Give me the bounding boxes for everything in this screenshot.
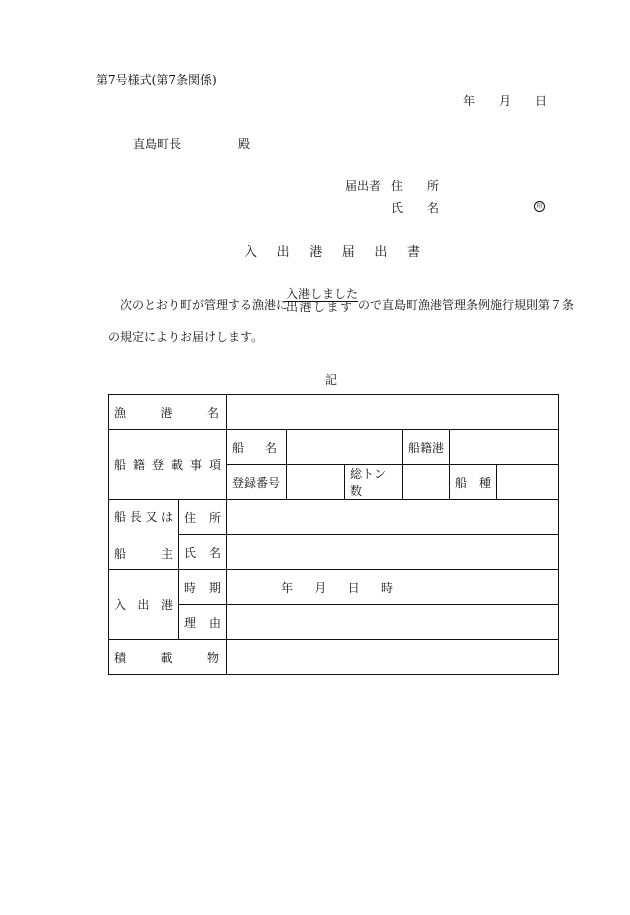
date-month: 月 — [498, 94, 511, 108]
addressee-title: 直島町長 — [133, 137, 182, 151]
field-reg-number[interactable] — [287, 465, 345, 500]
notifier-address-label: 住 所 — [391, 179, 439, 193]
date-line — [463, 92, 547, 109]
field-ship-type[interactable] — [497, 465, 559, 500]
field-gross-tonnage[interactable] — [403, 465, 450, 500]
row-ship-name — [109, 430, 559, 465]
label-ship-name: 船 名 — [227, 430, 287, 465]
label-home-port: 船籍港 — [403, 430, 450, 465]
option-exiting: 出港します — [286, 300, 354, 314]
form-number: 第7号様式(第7条関係) — [96, 73, 217, 87]
row-time — [109, 570, 559, 605]
notifier-name-label: 氏 名 — [391, 201, 439, 215]
row-captain-address — [109, 500, 559, 535]
field-reason[interactable] — [227, 605, 559, 640]
row-cargo — [109, 640, 559, 675]
seal-mark: 印 — [534, 201, 545, 212]
field-ship-name[interactable] — [287, 430, 403, 465]
label-name: 氏 名 — [179, 535, 227, 570]
label-ship-registry: 船 籍 登 載 事 項 — [109, 430, 227, 500]
body-line2: の規定によりお届けします。 — [108, 330, 264, 344]
notifier-label: 届出者 — [345, 179, 382, 193]
label-gross-tonnage: 総トン数 — [345, 465, 403, 500]
entry-exit-choice — [286, 288, 358, 314]
ki-heading: 記 — [325, 373, 338, 387]
label-entry-exit: 入 出 港 — [109, 570, 179, 640]
doc-title: 入 出 港 届 出 書 — [244, 245, 420, 260]
label-captain-owner: 船 長 又 は 船 主 — [109, 500, 179, 570]
field-fishing-port[interactable] — [227, 395, 559, 430]
label-address: 住 所 — [179, 500, 227, 535]
label-time: 時 期 — [179, 570, 227, 605]
label-cargo: 積 載 物 — [109, 640, 227, 675]
time-hour: 時 — [381, 580, 394, 595]
field-name[interactable] — [227, 535, 559, 570]
label-fishing-port: 漁 港 名 — [109, 395, 227, 430]
time-month: 月 — [314, 580, 327, 595]
label-reg-number: 登録番号 — [227, 465, 287, 500]
field-time[interactable] — [227, 570, 559, 605]
label-reason: 理 由 — [179, 605, 227, 640]
label-ship-type: 船 種 — [450, 465, 497, 500]
field-home-port[interactable] — [450, 430, 559, 465]
field-address[interactable] — [227, 500, 559, 535]
field-cargo[interactable] — [227, 640, 559, 675]
time-day: 日 — [347, 580, 360, 595]
option-entered: 入港しました — [286, 287, 359, 301]
body-suffix: ので直島町漁港管理条例施行規則第７条 — [358, 298, 575, 312]
row-fishing-port — [109, 395, 559, 430]
date-day: 日 — [534, 94, 547, 108]
time-year: 年 — [281, 580, 294, 595]
addressee-honorific: 殿 — [238, 137, 251, 151]
notification-table — [108, 394, 559, 675]
body-prefix: 次のとおり町が管理する漁港に — [120, 298, 289, 312]
date-year: 年 — [463, 94, 476, 108]
